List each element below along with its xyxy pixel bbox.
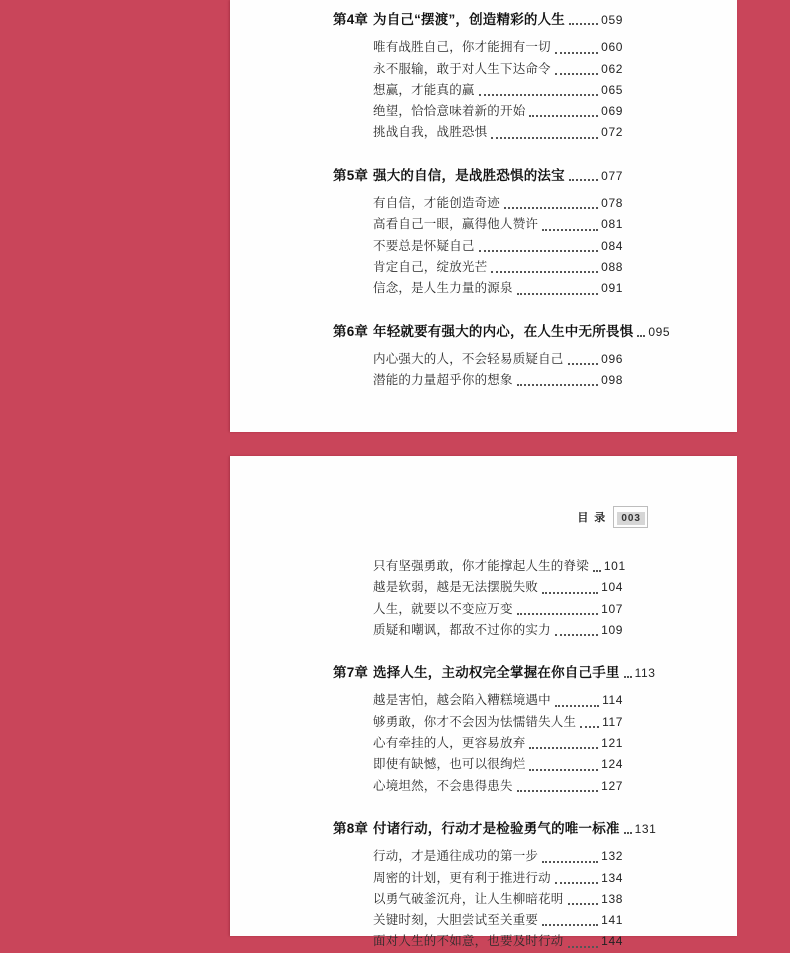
item-title: 不要总是怀疑自己 (373, 238, 475, 253)
page-ref: 117 (602, 714, 623, 729)
dotted-leader (517, 613, 598, 615)
toc-item-row (333, 776, 623, 797)
item-title: 越是软弱，越是无法摆脱失败 (373, 580, 539, 595)
page-ref: 141 (601, 913, 623, 928)
page-ref: 062 (601, 61, 623, 76)
toc-item-row (333, 577, 623, 598)
running-header-title: 目录 (577, 512, 612, 524)
toc-item-row (333, 868, 623, 889)
chapter-label: 第6章 (333, 323, 369, 339)
page-ref: 077 (601, 168, 623, 183)
dotted-leader (542, 229, 598, 231)
toc-item-row (333, 101, 623, 122)
item-title: 想赢，才能真的赢 (373, 82, 475, 97)
page-ref: 072 (601, 125, 623, 140)
page-ref: 081 (601, 217, 623, 232)
page-ref: 144 (601, 934, 623, 949)
page-number-ornament (613, 506, 648, 528)
page-ref: 065 (601, 82, 623, 97)
page-ref: 101 (603, 559, 626, 573)
chapter-title: 强大的自信，是战胜恐惧的法宝 (373, 167, 565, 183)
toc-item-row (333, 370, 623, 391)
page-ref: 114 (602, 693, 623, 708)
toc-item-row (333, 214, 623, 235)
dotted-leader (491, 271, 598, 273)
item-title: 有自信，才能创造奇迹 (373, 196, 501, 211)
dotted-leader (517, 293, 598, 295)
chapter-block (333, 9, 623, 144)
page-ref: 091 (601, 281, 623, 296)
toc-item-row (333, 556, 626, 577)
dotted-leader (568, 903, 599, 905)
toc-item-row (333, 599, 623, 620)
page-ref: 096 (601, 351, 623, 366)
chapter-label: 第4章 (333, 12, 369, 27)
item-title: 绝望，恰恰意味着新的开始 (373, 104, 526, 119)
item-title: 周密的计划，更有利于推进行动 (373, 870, 551, 885)
toc-item-row (333, 236, 623, 257)
page-ref: 131 (634, 821, 657, 836)
item-title: 内心强大的人，不会轻易质疑自己 (373, 351, 564, 366)
page-ref: 138 (601, 891, 623, 906)
page-ref: 132 (601, 849, 623, 864)
dotted-leader (568, 363, 599, 365)
dotted-leader (479, 250, 599, 252)
item-title: 越是害怕，越会陷入糟糕境遇中 (373, 693, 551, 708)
chapter-heading-row (333, 818, 657, 839)
dotted-leader (568, 946, 599, 948)
dotted-leader (580, 726, 599, 728)
toc-item-row (333, 620, 623, 641)
dotted-leader (555, 705, 599, 707)
dotted-leader (517, 384, 598, 386)
dotted-leader (529, 747, 598, 749)
toc-list-1 (230, 0, 737, 391)
item-title: 面对人生的不如意，也要及时行动 (373, 934, 564, 949)
page-ref: 059 (601, 13, 623, 27)
item-title: 挑战自我，战胜恐惧 (373, 125, 488, 140)
page-ref: 088 (601, 259, 623, 274)
toc-page-2 (230, 456, 737, 949)
page-number-badge: 003 (617, 512, 645, 525)
dotted-leader (569, 179, 598, 181)
page-ref: 113 (634, 666, 656, 681)
item-title: 人生，就要以不变应万变 (373, 601, 513, 616)
page-ref: 134 (601, 870, 623, 885)
toc-item-row (333, 80, 623, 101)
item-title: 即使有缺憾，也可以很绚烂 (373, 757, 526, 772)
dotted-leader (555, 52, 598, 54)
chapter-block (333, 662, 656, 797)
toc-item-row (333, 889, 623, 910)
dotted-leader (593, 570, 601, 572)
chapter-label: 第7章 (333, 665, 369, 681)
chapter-block (333, 321, 671, 392)
toc-item-row (333, 37, 623, 58)
page-ref: 084 (601, 238, 623, 253)
item-title: 永不服输，敢于对人生下达命令 (373, 61, 551, 76)
item-title: 只有坚强勇敢，你才能撑起人生的脊梁 (373, 559, 589, 573)
toc-item-row (333, 278, 623, 299)
page-ref: 060 (601, 40, 623, 55)
toc-item-row (333, 931, 623, 952)
chapter-heading-row (333, 165, 623, 186)
chapter-block (333, 165, 623, 300)
dotted-leader (624, 676, 632, 678)
dotted-leader (555, 634, 598, 636)
chapter-title: 选择人生，主动权完全掌握在你自己手里 (373, 665, 620, 681)
dotted-leader (491, 137, 598, 139)
toc-item-row (333, 257, 623, 278)
dotted-leader (569, 23, 598, 25)
item-title: 心境坦然，不会患得患失 (373, 778, 513, 793)
chapter-title: 为自己“摆渡”，创造精彩的人生 (373, 12, 565, 27)
item-title: 关键时刻，大胆尝试至关重要 (373, 913, 539, 928)
item-title: 高看自己一眼，赢得他人赞许 (373, 217, 539, 232)
toc-item-row (333, 690, 623, 711)
item-title: 潜能的力量超乎你的想象 (373, 373, 513, 388)
toc-item-row (333, 712, 623, 733)
page-ref: 109 (601, 622, 623, 637)
page-ref: 121 (601, 736, 623, 751)
chapter-block (333, 818, 657, 953)
page-ref: 078 (601, 196, 623, 211)
item-title: 以勇气破釜沉舟，让人生柳暗花明 (373, 891, 564, 906)
chapter-heading-row (333, 9, 623, 30)
toc-item-row (333, 59, 623, 80)
toc-item-row (333, 733, 623, 754)
toc-item-row (333, 122, 623, 143)
dotted-leader (555, 882, 598, 884)
dotted-leader (529, 769, 598, 771)
dotted-leader (637, 335, 645, 337)
dotted-leader (542, 592, 598, 594)
dotted-leader (624, 832, 632, 834)
chapter-heading-row (333, 321, 671, 342)
chapter-label: 第5章 (333, 167, 369, 183)
item-title: 唯有战胜自己，你才能拥有一切 (373, 40, 551, 55)
chapter-block (333, 556, 626, 641)
page-ref: 104 (601, 580, 623, 595)
dotted-leader (542, 861, 598, 863)
dotted-leader (529, 115, 598, 117)
dotted-leader (504, 207, 598, 209)
page-ref: 124 (601, 757, 623, 772)
dotted-leader (479, 94, 599, 96)
toc-page-1 (230, 0, 737, 432)
chapter-title: 年轻就要有强大的内心，在人生中无所畏惧 (373, 323, 634, 339)
chapter-title: 付诸行动，行动才是检验勇气的唯一标准 (373, 820, 620, 836)
toc-item-row (333, 193, 623, 214)
page-ref: 127 (601, 778, 623, 793)
dotted-leader (555, 73, 598, 75)
dotted-leader (517, 790, 598, 792)
dotted-leader (542, 924, 598, 926)
chapter-heading-row (333, 662, 656, 683)
item-title: 信念，是人生力量的源泉 (373, 281, 513, 296)
running-header (230, 507, 648, 527)
toc-list-2 (230, 556, 737, 953)
page-ref: 095 (648, 324, 671, 339)
page-ref: 098 (601, 373, 623, 388)
chapter-label: 第8章 (333, 820, 369, 836)
page-ref: 069 (601, 104, 623, 119)
toc-item-row (333, 910, 623, 931)
item-title: 够勇敢，你才不会因为怯懦错失人生 (373, 714, 577, 729)
toc-item-row (333, 349, 623, 370)
toc-item-row (333, 846, 623, 867)
page-ref: 107 (601, 601, 623, 616)
item-title: 肯定自己，绽放光芒 (373, 259, 488, 274)
item-title: 心有牵挂的人，更容易放弃 (373, 736, 526, 751)
toc-item-row (333, 754, 623, 775)
item-title: 行动，才是通往成功的第一步 (373, 849, 539, 864)
item-title: 质疑和嘲讽，都敌不过你的实力 (373, 622, 551, 637)
